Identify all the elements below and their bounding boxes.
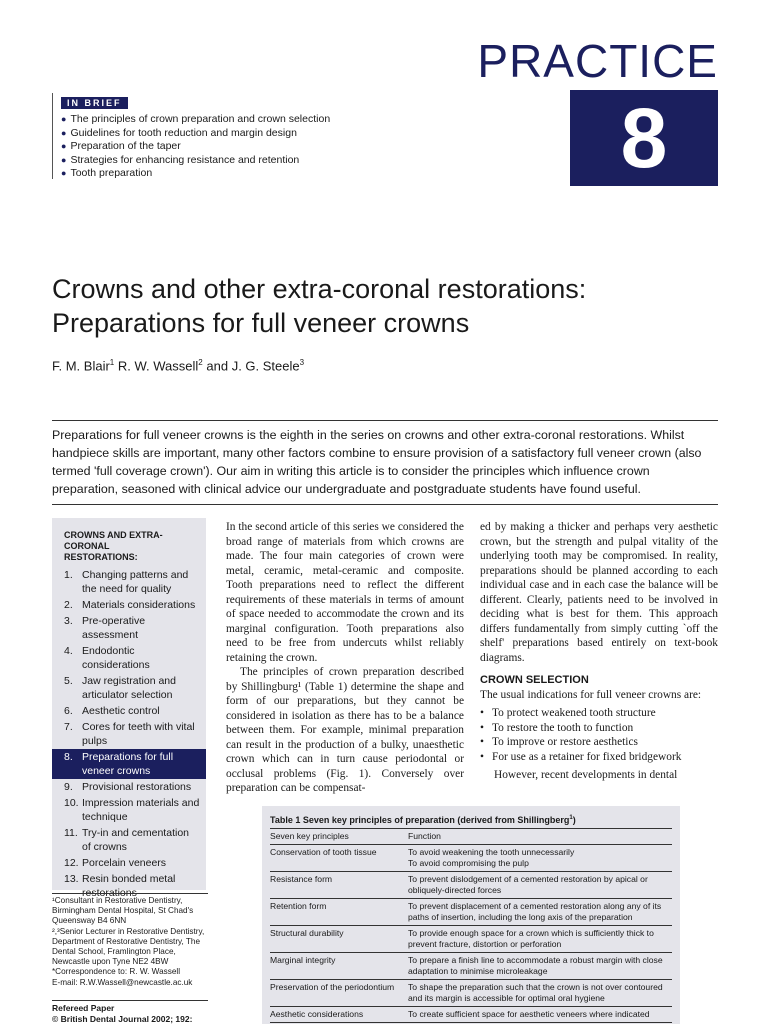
- series-item: [52, 703, 206, 719]
- series-item: [52, 795, 206, 825]
- author-affil-mark: 1: [109, 358, 115, 367]
- series-item: [52, 779, 206, 795]
- table-header: Seven key principles: [270, 829, 408, 845]
- series-item-label: Impression materials and technique: [82, 797, 200, 823]
- principle-cell: Resistance form: [270, 872, 408, 899]
- function-cell: To prevent dislodgement of a cemented restoration by apical or obliquely-directed forces: [408, 872, 672, 899]
- title-line-2: Preparations for full veneer crowns: [52, 308, 470, 338]
- principle-cell: Marginal integrity: [270, 953, 408, 980]
- indications-list: [480, 706, 718, 764]
- series-item-number: 6.: [64, 705, 73, 717]
- series-heading-line-2: RESTORATIONS:: [64, 552, 138, 562]
- series-item-number: 8.: [64, 751, 73, 763]
- series-item-number: 1.: [64, 569, 73, 581]
- author-affil-mark: 3: [299, 358, 305, 367]
- correspondence: *Correspondence to: R. W. Wassell: [52, 967, 181, 977]
- affiliations: [52, 893, 208, 988]
- series-item-label: Changing patterns and the need for quality: [82, 569, 189, 595]
- principle-cell: Conservation of tooth tissue: [270, 845, 408, 872]
- series-item-label: Try-in and cementation of crowns: [82, 827, 189, 853]
- series-item-number: 7.: [64, 721, 73, 733]
- series-item-number: 9.: [64, 781, 73, 793]
- indication-item: • For use as a retainer for fixed bridgework: [480, 750, 718, 765]
- series-item: [52, 597, 206, 613]
- series-item-number: 3.: [64, 615, 73, 627]
- indication-item: • To improve or restore aesthetics: [480, 735, 718, 750]
- table-header: Function: [408, 829, 672, 845]
- body-paragraph: The principles of crown preparation described by Shillingburg¹ (Table 1) determine the shape and form of our preparations, but they cannot be considered in isolation as there has to be a balance between them. For example, minimal preparation can result in the production of a bulky, unaesthetic crown which can in turn cause periodontal or occlusal problems (Fig. 1). Conversely over preparation can be compensat-: [226, 666, 464, 794]
- series-item: [52, 643, 206, 673]
- table-1: [262, 806, 680, 1024]
- series-item: [52, 567, 206, 597]
- principle-cell: Structural durability: [270, 926, 408, 953]
- refereed-line-2: © British Dental Journal 2002; 192:: [52, 1014, 193, 1024]
- abstract: Preparations for full veneer crowns is the eighth in the series on crowns and other extra-coronal restorations. Whilst handpiece skills are important, many other factors combine to ensure provision of a satisfactory full veneer crown (also termed 'full coverage crown'). Our aim in writing this article is to consider the principles which influence crown preparation, seasoned with clinical advice our undergraduate and postgraduate students have found useful.: [52, 428, 702, 496]
- series-item-label: Resin bonded metal restorations: [82, 873, 176, 899]
- in-brief-item: ● The principles of crown preparation and crown selection: [61, 113, 333, 127]
- series-heading-line-1: CROWNS AND EXTRA-CORONAL: [64, 530, 163, 551]
- abstract-top-rule: [52, 420, 718, 421]
- email: E-mail: R.W.Wassell@newcastle.ac.uk: [52, 977, 193, 987]
- refereed-line-1: Refereed Paper: [52, 1003, 115, 1013]
- principle-cell: Aesthetic considerations: [270, 1007, 408, 1023]
- series-item-label: Materials considerations: [82, 599, 196, 611]
- body-column-2: [480, 520, 718, 783]
- author-separator: and: [206, 358, 229, 374]
- table-caption-text: Table 1 Seven key principles of preparation (derived from Shillingberg: [270, 815, 570, 825]
- table-row: [270, 1007, 672, 1023]
- in-brief-box: [52, 93, 333, 179]
- table-row: [270, 953, 672, 980]
- table-caption-ref: 1: [569, 815, 573, 821]
- affiliation-2: ²,³Senior Lecturer in Restorative Dentistry, Department of Restorative Dentistry, The Dental School, Framlington Place, Newcastle upon Tyne NE2 4BW: [52, 926, 205, 967]
- series-list: [52, 567, 206, 901]
- author-affil-mark: 2: [198, 358, 203, 367]
- author-name: F. M. Blair: [52, 358, 110, 374]
- body-paragraph: In the second article of this series we considered the broad range of materials from which crowns are made. The four main categories of crown were metal, ceramic, metal-ceramic and composite. Tooth preparations need to reflect the different requirements of these materials in terms of amount of space needed to accommodate the crown and its marginal configuration. Tooth preparations also need to be free from undercuts whilst reliably retaining the crown.: [226, 521, 464, 664]
- table-caption-end: ): [572, 815, 576, 825]
- table-row: [270, 926, 672, 953]
- function-cell: To prepare a finish line to accommodate a robust margin with close adaptation to minimise microleakage: [408, 953, 672, 980]
- body-paragraph: ed by making a thicker and perhaps very aesthetic crown, but the strength and pulpal vitality of the underlying tooth may be compromised. In reality, preparations should be planned according to each individual case and in each case the balance will be different. Clearly, patients need to be involved in deciding what is best for them. This approach differs fundamentally from simply cutting `off the shelf' preparations based entirely on text-book diagrams.: [480, 521, 718, 664]
- series-item: [52, 749, 206, 779]
- table-row: [270, 872, 672, 899]
- principles-table: [270, 828, 672, 1023]
- indication-item: • To restore the tooth to function: [480, 721, 718, 736]
- title-line-1: Crowns and other extra-coronal restorations:: [52, 274, 587, 304]
- refereed-note: [52, 1000, 208, 1025]
- function-cell: To avoid weakening the tooth unnecessarily To avoid compromising the pulp: [408, 845, 672, 872]
- series-sidebar: [52, 518, 206, 899]
- series-item-label: Endodontic considerations: [82, 645, 150, 671]
- series-item-number: 10.: [64, 797, 79, 809]
- body-column-1: [226, 520, 464, 796]
- series-item: [52, 673, 206, 703]
- series-item-label: Aesthetic control: [82, 705, 160, 717]
- author-name: J. G. Steele: [231, 358, 300, 374]
- in-brief-item: ● Tooth preparation: [61, 167, 333, 181]
- series-item-label: Pre-operative assessment: [82, 615, 146, 641]
- author-list: [52, 358, 304, 373]
- series-item-number: 11.: [64, 827, 78, 839]
- series-item-number: 5.: [64, 675, 73, 687]
- in-brief-label: IN BRIEF: [61, 97, 128, 109]
- function-cell: To provide enough space for a crown which is sufficiently thick to prevent fracture, distortion or perforation: [408, 926, 672, 953]
- in-brief-item: ● Guidelines for tooth reduction and margin design: [61, 127, 333, 141]
- series-item: [52, 825, 206, 855]
- in-brief-list: [61, 113, 333, 181]
- author-name: R. W. Wassell: [117, 358, 199, 374]
- table-header-row: [270, 829, 672, 845]
- in-brief-item: ● Preparation of the taper: [61, 140, 333, 154]
- series-item-label: Porcelain veneers: [82, 857, 167, 869]
- principle-cell: Preservation of the periodontium: [270, 980, 408, 1007]
- abstract-bottom-rule: [52, 504, 718, 505]
- table-row: [270, 980, 672, 1007]
- section-heading: CROWN SELECTION: [480, 674, 589, 686]
- series-item: [52, 719, 206, 749]
- series-item: [52, 613, 206, 643]
- section-number-badge: 8: [570, 90, 718, 186]
- table-body: [270, 845, 672, 1023]
- series-item-number: 2.: [64, 599, 73, 611]
- article-title: [52, 272, 732, 340]
- table-row: [270, 899, 672, 926]
- function-cell: To create sufficient space for aesthetic veneers where indicated: [408, 1007, 672, 1023]
- series-item-label: Cores for teeth with vital pulps: [82, 721, 195, 747]
- series-heading: [52, 518, 206, 567]
- in-brief-item: ● Strategies for enhancing resistance and retention: [61, 154, 333, 168]
- series-item-label: Jaw registration and articulator selection: [82, 675, 176, 701]
- principle-cell: Retention form: [270, 899, 408, 926]
- table-caption: [262, 806, 680, 828]
- indication-item: • To protect weakened tooth structure: [480, 706, 718, 721]
- series-item-label: Preparations for full veneer crowns: [82, 751, 174, 777]
- series-item-number: 12.: [64, 857, 79, 869]
- body-paragraph: The usual indications for full veneer crowns are:: [480, 688, 702, 701]
- function-cell: To shape the preparation such that the crown is not over contoured and its margin is accessible for optimal oral hygiene: [408, 980, 672, 1007]
- series-item-number: 13.: [64, 873, 79, 885]
- series-item-label: Provisional restorations: [82, 781, 192, 793]
- body-paragraph: However, recent developments in dental: [494, 769, 678, 781]
- function-cell: To prevent displacement of a cemented restoration along any of its paths of insertion, including the long axis of the preparation: [408, 899, 672, 926]
- section-label: PRACTICE: [477, 35, 718, 87]
- table-row: [270, 845, 672, 872]
- series-item: [52, 855, 206, 871]
- series-item-number: 4.: [64, 645, 73, 657]
- affiliation-1: ¹Consultant in Restorative Dentistry, Birmingham Dental Hospital, St Chad's Queensway B4 6NN: [52, 896, 194, 926]
